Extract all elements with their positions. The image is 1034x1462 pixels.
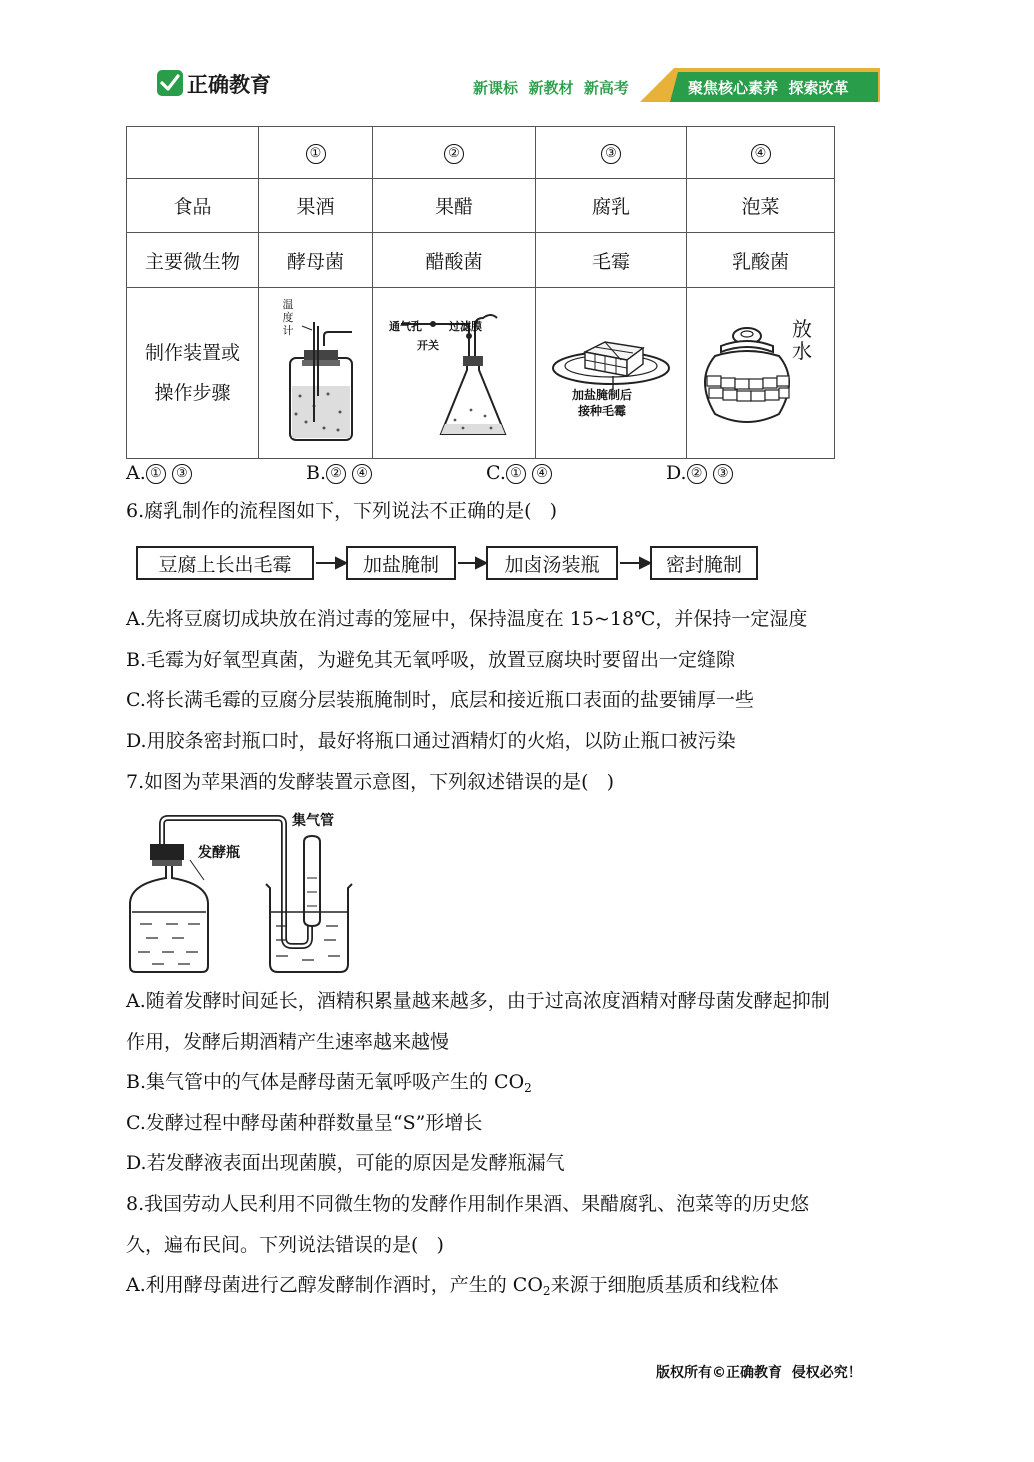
q5-option-d-2: ③ [713, 464, 733, 484]
flow-arrows [120, 543, 820, 583]
label-fermentation-bottle: 发酵瓶 [198, 845, 240, 861]
q8-stem-line1: 8.我国劳动人民利用不同微生物的发酵作用制作果酒、果醋腐乳、泡菜等的历史悠 [126, 1193, 810, 1215]
device-4-label: 放水 [792, 317, 812, 363]
q5-option-b [306, 460, 372, 486]
q7-option-a-line2: 作用，发酵后期酒精产生速率越来越慢 [126, 1031, 450, 1053]
question-table [126, 126, 835, 459]
microbe-3: 毛霉 [536, 233, 687, 288]
logo-text: 正确教育 [187, 73, 271, 97]
q5-option-b-1: ② [326, 464, 346, 484]
microbe-2: 醋酸菌 [373, 233, 536, 288]
microbe-4: 乳酸菌 [687, 233, 835, 288]
col-head-4: ④ [751, 144, 771, 164]
device-2-label-c: 过滤膜 [449, 320, 482, 333]
label-gas-tube: 集气管 [292, 813, 334, 829]
device-4-cell [687, 288, 835, 459]
food-2: 果醋 [373, 179, 536, 233]
q5-option-d-1: ② [687, 464, 707, 484]
q7-stem: 7.如图为苹果酒的发酵装置示意图，下列叙述错误的是( ) [126, 771, 615, 793]
col-head-3: ③ [601, 144, 621, 164]
header-banner [640, 68, 880, 102]
q7-option-b [126, 1069, 532, 1101]
food-4: 泡菜 [687, 179, 835, 233]
header-slogan-right: 聚焦核心素养 探索改革 [688, 79, 849, 97]
header-logo [157, 68, 287, 100]
q6-option-a: A.先将豆腐切成块放在消过毒的笼屉中，保持温度在 15~18℃，并保持一定湿度 [126, 608, 808, 630]
col-head-1: ① [306, 144, 326, 164]
q5-option-c [486, 460, 552, 486]
q7-option-c: C.发酵过程中酵母菌种群数量呈“S”形增长 [126, 1112, 483, 1134]
device-1-cell [259, 288, 373, 459]
device-3-cell [536, 288, 687, 459]
q7-option-a-line1: A.随着发酵时间延长，酒精积累量越来越多，由于过高浓度酒精对酵母菌发酵起抑制 [126, 990, 830, 1012]
q6-option-d: D.用胶条密封瓶口时，最好将瓶口通过酒精灯的火焰，以防止瓶口被污染 [126, 730, 736, 752]
row-label-device [127, 288, 259, 459]
q6-stem: 6.腐乳制作的流程图如下，下列说法不正确的是( ) [126, 500, 558, 522]
q6-option-c: C.将长满毛霉的豆腐分层装瓶腌制时，底层和接近瓶口表面的盐要铺厚一些 [126, 689, 754, 711]
q8-option-a-sub: 2 [542, 1284, 551, 1298]
device-1-label: 温度计 [282, 298, 294, 337]
q5-option-c-1: ① [506, 464, 526, 484]
q5-option-d-prefix: D. [666, 462, 687, 484]
row-label-food: 食品 [127, 179, 259, 233]
q5-option-a [126, 460, 192, 486]
microbe-1: 酵母菌 [259, 233, 373, 288]
q5-option-b-prefix: B. [306, 462, 327, 484]
tofu-plate-figure [541, 296, 681, 446]
device-3-label-a: 加盐腌制后 [572, 388, 633, 402]
q8-option-a-post: 来源于细胞质基质和线粒体 [550, 1274, 779, 1296]
flow-step-4: 密封腌制 [650, 546, 758, 580]
header-slogan-left: 新课标 新教材 新高考 [473, 79, 629, 97]
q5-option-b-2: ④ [352, 464, 372, 484]
q7-option-b-sub: 2 [524, 1081, 532, 1095]
food-1: 果酒 [259, 179, 373, 233]
footer-copyright: 版权所有©正确教育 侵权必究！ [656, 1365, 862, 1381]
q5-option-a-1: ① [146, 464, 166, 484]
q5-option-c-2: ④ [532, 464, 552, 484]
check-logo-icon [157, 70, 183, 96]
q5-option-c-prefix: C. [486, 462, 506, 484]
q6-option-b: B.毛霉为好氧型真菌，为避免其无氧呼吸，放置豆腐块时要留出一定缝隙 [126, 649, 736, 671]
q7-figure [126, 808, 356, 978]
device-2-label-a: 通气孔 [389, 320, 422, 333]
q5-option-a-prefix: A. [126, 462, 146, 484]
q8-stem-line2: 久，遍布民间。下列说法错误的是( ) [126, 1234, 444, 1256]
device-3-label-b: 接种毛霉 [578, 404, 627, 418]
q8-option-a [126, 1272, 779, 1304]
flow-step-2: 加盐腌制 [346, 546, 456, 580]
col-head-2: ② [444, 144, 464, 164]
row-label-device-line1: 制作装置或 [144, 342, 240, 364]
q7-option-b-text: B.集气管中的气体是酵母菌无氧呼吸产生的 CO [126, 1071, 525, 1093]
device-2-cell [373, 288, 536, 459]
row-label-device-line2: 操作步骤 [154, 382, 231, 404]
device-2-label-b: 开关 [417, 339, 439, 352]
q5-option-a-2: ③ [172, 464, 192, 484]
row-label-microbe: 主要微生物 [127, 233, 259, 288]
flow-step-3: 加卤汤装瓶 [486, 546, 618, 580]
flow-step-1: 豆腐上长出毛霉 [136, 546, 314, 580]
fermentation-apparatus [126, 808, 356, 978]
q8-option-a-text: A.利用酵母菌进行乙醇发酵制作酒时，产生的 CO [126, 1274, 543, 1296]
q7-option-d: D.若发酵液表面出现菌膜，可能的原因是发酵瓶漏气 [126, 1152, 565, 1174]
q5-option-d [666, 460, 733, 486]
food-3: 腐乳 [536, 179, 687, 233]
